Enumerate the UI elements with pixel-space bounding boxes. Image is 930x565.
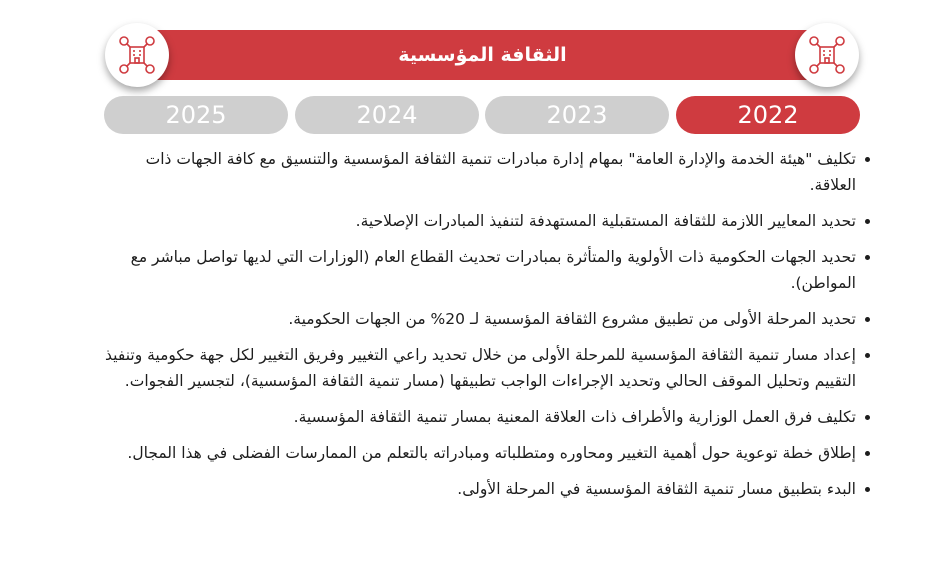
year-tabs xyxy=(104,96,862,134)
banner-title: الثقافة المؤسسية xyxy=(398,44,567,66)
list-item: تكليف "هيئة الخدمة والإدارة العامة" بمهام إدارة مبادرات تنمية الثقافة المؤسسية والتنسيق مع كافة الجهات ذات العلاقة. xyxy=(100,146,870,198)
list-item: إطلاق خطة توعوية حول أهمية التغيير ومحاوره ومتطلباته ومبادراته بالتعلم من الممارسات الفضلى في هذا المجال. xyxy=(100,440,870,466)
list-item: إعداد مسار تنمية الثقافة المؤسسية للمرحلة الأولى من خلال تحديد راعي التغيير وفريق التغيير لكل جهة حكومية وتنفيذ التقييم وتحليل الموقف الحالي وتحديد الإجراءات الواجب تطبيقها (مسار تنمية الثقافة المؤسسية)، لتجسير الفجوات. xyxy=(100,342,870,394)
list-item: تحديد الجهات الحكومية ذات الأولوية والمتأثرة بمبادرات تحديث القطاع العام (الوزارات التي لديها تواصل مباشر مع المواطن). xyxy=(100,244,870,296)
organization-people-icon xyxy=(807,35,847,75)
content-list-panel xyxy=(100,146,870,512)
list-item: تحديد المرحلة الأولى من تطبيق مشروع الثقافة المؤسسية لـ 20% من الجهات الحكومية. xyxy=(100,306,870,332)
tab-2024[interactable]: 2024 xyxy=(295,96,479,134)
organization-people-icon xyxy=(117,35,157,75)
tab-2025[interactable]: 2025 xyxy=(104,96,288,134)
tab-2023[interactable]: 2023 xyxy=(485,96,669,134)
list-item: تكليف فرق العمل الوزارية والأطراف ذات العلاقة المعنية بمسار تنمية الثقافة المؤسسية. xyxy=(100,404,870,430)
left-medallion xyxy=(105,23,169,87)
tab-2022[interactable]: 2022 xyxy=(676,96,860,134)
title-banner xyxy=(115,30,850,80)
list-item: تحديد المعايير اللازمة للثقافة المستقبلية المستهدفة لتنفيذ المبادرات الإصلاحية. xyxy=(100,208,870,234)
list-item: البدء بتطبيق مسار تنمية الثقافة المؤسسية في المرحلة الأولى. xyxy=(100,476,870,502)
right-medallion xyxy=(795,23,859,87)
bullet-list xyxy=(100,146,870,502)
